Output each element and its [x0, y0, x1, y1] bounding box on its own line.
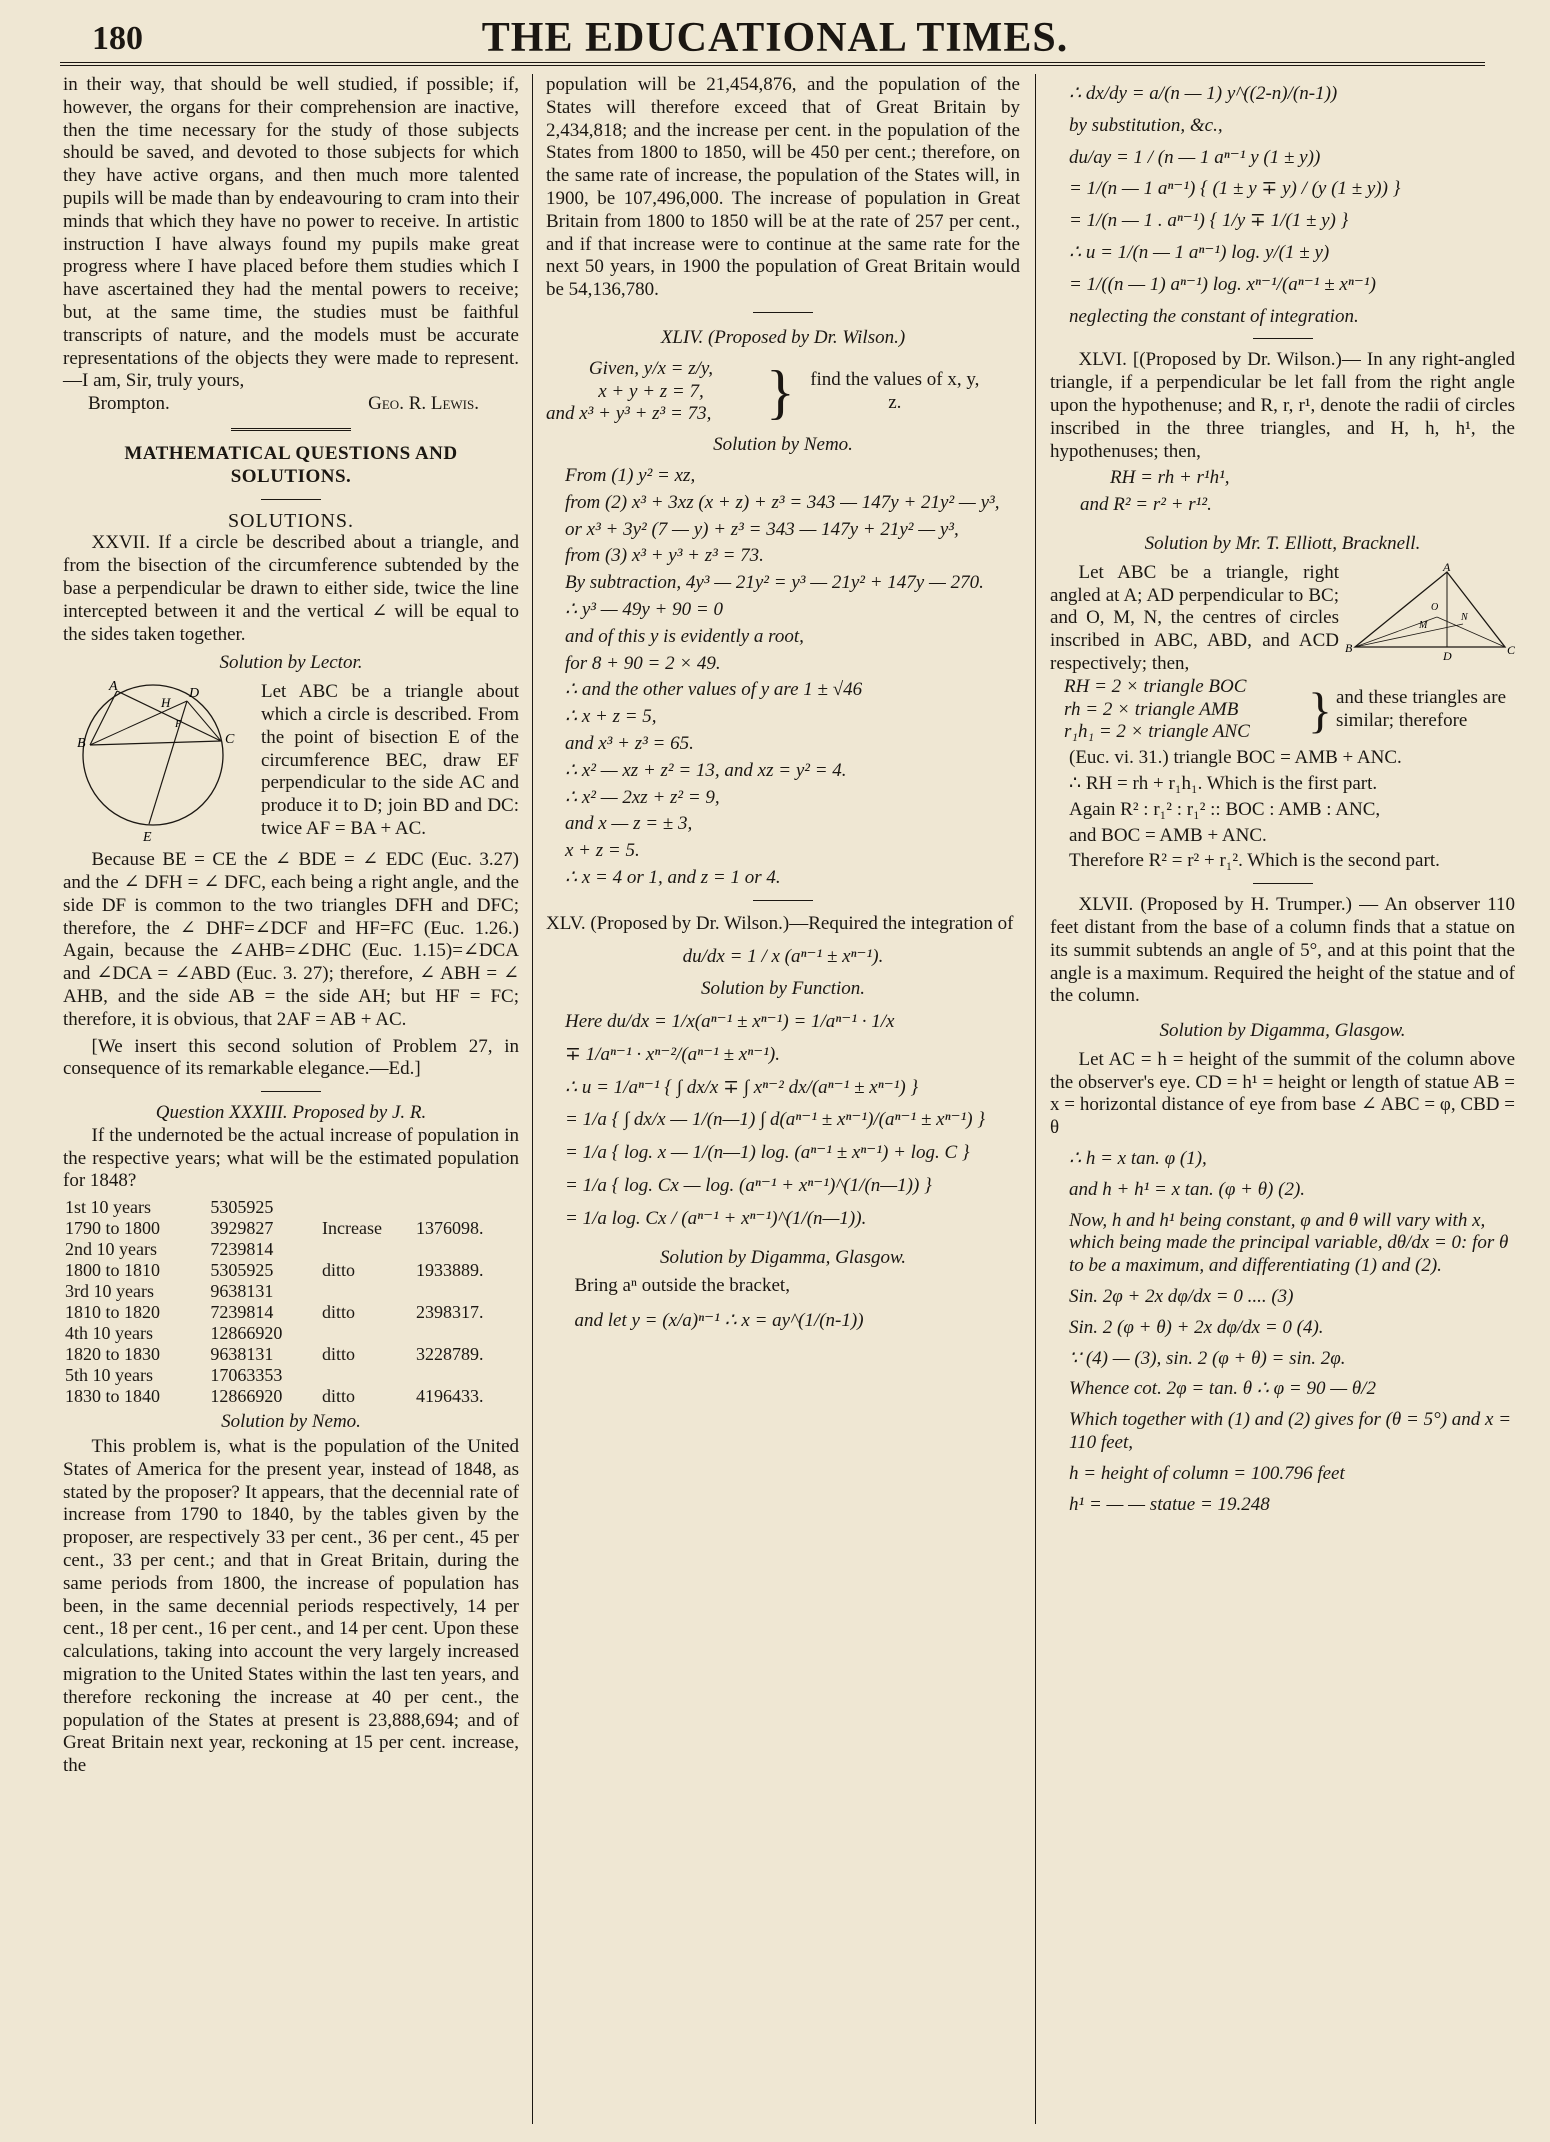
math-line: ∵ (4) — (3), sin. 2 (φ + θ) = sin. 2φ. — [1069, 1347, 1346, 1369]
math-line: ∴ and the other values of y are 1 ± √46 — [565, 679, 863, 701]
table-row — [63, 1365, 519, 1386]
column-right — [1050, 74, 1515, 1524]
letter-signature — [63, 393, 519, 416]
header-rule — [60, 62, 1485, 66]
line-bd — [90, 701, 187, 745]
q27-solution-text: Let ABC be a triangle about which a circle is described. From the point of bisection E of the circumference BEC, draw EF perpendicular to the side AC and produce it to D; join BD and DC: twice AF = BA + AC. — [261, 681, 519, 839]
continued-text: population will be 21,454,876, and the population of the States will therefore exceed that of Great Britain by 2,434,818; and the increase per cent. in the population of the States from 1800 to 1850, will be 450 per cent.; therefore, on the same rate of increase, the population of the States will, in 1900, be 107,496,000. The increase of population in Great Britain from 1800 to 1850 will be at the rate of 257 per cent., and if that increase were to continue at the same rate for the next 50 years, in 1900 the population of Great Britain would be 54,136,780. — [546, 74, 1020, 301]
q46-eq1: RH = rh + r¹h¹, — [1110, 467, 1230, 489]
increase-label: ditto — [322, 1344, 356, 1365]
table-cell — [320, 1365, 414, 1386]
table-cell — [414, 1239, 519, 1260]
label-a: A — [109, 681, 118, 695]
period-years: 1830 to 1840 — [65, 1386, 161, 1407]
math-line: = 1/a { log. x — 1/(n—1) log. (aⁿ⁻¹ ± xⁿ⁻¹) + log. C } — [565, 1142, 970, 1164]
q47-solution-by: Solution by Digamma, Glasgow. — [1159, 1020, 1406, 1042]
math-line: From (1) y² = xz, — [565, 464, 696, 486]
math-line: and x³ + z³ = 65. — [565, 732, 694, 754]
table-row — [63, 1218, 519, 1239]
q47-intro: Let AC = h = height of the summit of the column above the observer's eye. CD = h¹ = height or length of statue AB = x = horizontal distance of eye from base ∠ ABC = φ, CBD = θ — [1050, 1048, 1515, 1139]
table-row — [63, 1323, 519, 1344]
math-line: ∴ u = 1/aⁿ⁻¹ { ∫ dx/x ∓ ∫ xⁿ⁻² dx/(aⁿ⁻¹ ± xⁿ⁻¹) } — [565, 1076, 919, 1098]
q45-solution2-by: Solution by Digamma, Glasgow. — [659, 1246, 907, 1268]
increase-label: ditto — [322, 1386, 356, 1407]
side-bc — [90, 741, 221, 745]
q46-triangle-figure — [1345, 562, 1515, 662]
q45-steps — [546, 1011, 1020, 1231]
math-line: ∴ y³ — 49y + 90 = 0 — [565, 598, 723, 620]
math-line: or x³ + 3y² (7 — y) + z³ = 343 — 147y + 21y² — y³, — [565, 518, 959, 540]
label-a: A — [1443, 561, 1451, 574]
section-rule — [231, 428, 351, 431]
integration-steps — [1050, 83, 1515, 328]
label-c: C — [225, 732, 235, 748]
q45-s2-line1: Bring aⁿ outside the bracket, — [574, 1275, 790, 1297]
period-label: 4th 10 years — [65, 1323, 153, 1344]
label-m: M — [1419, 619, 1428, 631]
period-label: 2nd 10 years — [65, 1239, 157, 1260]
q45-s2-line2: and let y = (x/a)ⁿ⁻¹ ∴ x = ay^(1/(n-1)) — [574, 1310, 864, 1332]
math-line: = 1/a log. Cx / (aⁿ⁻¹ + xⁿ⁻¹)^(1/(n—1)). — [565, 1207, 867, 1229]
page-header — [0, 0, 1550, 70]
q46-rows-note: and these triangles are similar; therefore — [1336, 687, 1506, 731]
q27-figure-block — [63, 681, 519, 849]
question-27: XXVII. If a circle be described about a triangle, and from the bisection of the circumference subtended by the base a perpendicular be drawn to either side, twice the line intercepted between it and the vertical ∠ will be equal to the sides taken together. — [63, 532, 519, 645]
q47-steps — [1050, 1148, 1515, 1516]
question-45-title: XLV. (Proposed by Dr. Wilson.)—Required the integration of — [546, 912, 1014, 934]
q44-steps — [546, 465, 1020, 890]
triangle-abc — [1355, 572, 1505, 647]
period-label: 1st 10 years — [65, 1197, 151, 1218]
math-line: by substitution, &c., — [1069, 114, 1223, 136]
increase-value: 2398317. — [415, 1302, 484, 1323]
q46-rows — [1050, 676, 1304, 744]
population-value: 7239814 — [210, 1302, 274, 1323]
q27-circle-figure — [63, 681, 253, 849]
q44-eq3: and x³ + y³ + z³ = 73, — [546, 403, 712, 425]
table-cell — [414, 1281, 519, 1302]
table-row — [63, 1239, 519, 1260]
population-value: 5305925 — [210, 1260, 274, 1281]
math-line: (Euc. vi. 31.) triangle BOC = AMB + ANC. — [1069, 747, 1402, 769]
math-line: and x — z = ± 3, — [565, 813, 693, 835]
brace-icon: } — [766, 358, 795, 425]
short-rule — [753, 900, 813, 901]
q33-solution-by: Solution by Nemo. — [221, 1411, 361, 1433]
q27-solution-body: Because BE = CE the ∠ BDE = ∠ EDC (Euc. 3.27) and the ∠ DFH = ∠ DFC, each being a right angle, and the side DF is common to the two triangles DFH and DFC; therefore, the ∠ DHF=∠DCF and HF=FC (Euc. 1.26.) Again, because the ∠AHB=∠DHC (Euc. 1.15)=∠DCA and ∠DCA = ∠ABD (Euc. 3. 27); therefore, ∠ ABH = ∠ AHB, and the side AB = the side AH; but HF = FC; therefore, it is obvious, that 2AF = AB + AC. — [63, 849, 519, 1030]
period-years: 1790 to 1800 — [65, 1218, 161, 1239]
q44-given: Given, y/x = z/y, — [588, 357, 714, 379]
population-value: 9638131 — [210, 1344, 274, 1365]
math-line: Sin. 2 (φ + θ) + 2x dφ/dx = 0 (4). — [1069, 1316, 1324, 1338]
column-middle — [546, 74, 1020, 1333]
math-line: = 1/a { log. Cx — log. (aⁿ⁻¹ + xⁿ⁻¹)^(1/(n—1)) } — [565, 1175, 932, 1197]
increase-value: 1933889. — [415, 1260, 484, 1281]
q44-equations — [546, 358, 756, 426]
increase-value: 4196433. — [415, 1386, 484, 1407]
q45-solution-by: Solution by Function. — [700, 978, 866, 1000]
label-b: B — [77, 736, 86, 752]
period-years: 1810 to 1820 — [65, 1302, 161, 1323]
solutions-heading: SOLUTIONS. — [227, 509, 355, 532]
math-line: ∴ RH = rh + r₁h₁. Which is the first part. — [1069, 772, 1378, 794]
brace-icon: } — [1308, 681, 1332, 738]
column-divider — [1035, 74, 1036, 2124]
math-line: h¹ = — — statue = 19.248 — [1069, 1493, 1270, 1515]
math-line: By subtraction, 4y³ — 21y² = y³ — 21y² + 147y — 270. — [565, 572, 984, 594]
q46-intro: Let ABC be a triangle, right angled at A; AD perpendicular to BC; and O, M, N, the centres of circles inscribed in ABC, ABD, and ACD respectively; then, — [1050, 561, 1339, 674]
math-line: from (3) x³ + y³ + z³ = 73. — [565, 545, 764, 567]
population-value: 12866920 — [210, 1386, 283, 1407]
period-label: 3rd 10 years — [65, 1281, 154, 1302]
table-row — [63, 1197, 519, 1218]
increase-value: 1376098. — [415, 1218, 484, 1239]
math-line: Which together with (1) and (2) gives for (θ = 5°) and x = 110 feet, — [1069, 1409, 1512, 1454]
signature-name: Geo. R. Lewis. — [368, 393, 479, 415]
editor-note: [We insert this second solution of Problem 27, in consequence of its remarkable elegance.—Ed.] — [63, 1035, 519, 1080]
increase-label: ditto — [322, 1260, 356, 1281]
period-years: 1820 to 1830 — [65, 1344, 161, 1365]
signature-place: Brompton. — [88, 393, 170, 415]
table-cell — [320, 1197, 414, 1218]
q27-solution-by: Solution by Lector. — [219, 652, 363, 674]
question-33-title: Question XXXIII. Proposed by J. R. — [155, 1102, 427, 1124]
math-line: Whence cot. 2φ = tan. θ ∴ φ = 90 — θ/2 — [1069, 1378, 1376, 1400]
math-line: ∴ u = 1/(n — 1 aⁿ⁻¹) log. y/(1 ± y) — [1069, 241, 1330, 263]
circumscribed-circle — [83, 685, 223, 825]
math-line: = 1/((n — 1) aⁿ⁻¹) log. xⁿ⁻¹/(aⁿ⁻¹ ± xⁿ⁻¹) — [1069, 273, 1376, 295]
population-value: 3929827 — [210, 1218, 274, 1239]
q44-eq2: x + y + z = 7, — [598, 380, 704, 402]
population-value: 5305925 — [210, 1197, 274, 1218]
increase-label: ditto — [322, 1302, 356, 1323]
math-line: Again R² : r₁² : r₁² :: BOC : AMB : ANC, — [1069, 798, 1381, 820]
math-line: and of this y is evidently a root, — [565, 625, 804, 647]
short-rule — [261, 499, 321, 500]
label-e: E — [143, 830, 152, 846]
column-left — [63, 74, 519, 1778]
question-33-text: If the undernoted be the actual increase of population in the respective years; what will be the estimated population for 1848? — [63, 1124, 519, 1192]
math-line: x + z = 5. — [565, 840, 640, 862]
period-label: 5th 10 years — [65, 1365, 153, 1386]
math-line: h = height of column = 100.796 feet — [1069, 1462, 1345, 1484]
table-cell — [414, 1197, 519, 1218]
math-line: and BOC = AMB + ANC. — [1069, 824, 1267, 846]
table-cell — [414, 1365, 519, 1386]
math-line: du/ay = 1 / (n — 1 aⁿ⁻¹ y (1 ± y)) — [1069, 146, 1321, 168]
q44-solution-by: Solution by Nemo. — [713, 434, 853, 456]
table-cell — [320, 1239, 414, 1260]
short-rule — [1253, 338, 1313, 339]
q46-body — [1050, 747, 1515, 873]
table-row — [63, 1260, 519, 1281]
math-line: ∴ x + z = 5, — [565, 706, 657, 728]
q46-solution-by: Solution by Mr. T. Elliott, Bracknell. — [1144, 532, 1421, 554]
table-row — [63, 1344, 519, 1365]
question-46-text: XLVI. [(Proposed by Dr. Wilson.)— In any right-angled triangle, if a perpendicular be let fall from the right angle upon the hypothenuse; and R, r, r¹, denote the radii of circles inscribed in the three triangles, and H, h, h¹, the hypothenuses; then, — [1050, 349, 1515, 462]
table-cell — [320, 1323, 414, 1344]
population-value: 9638131 — [210, 1281, 274, 1302]
math-line: Here du/dx = 1/x(aⁿ⁻¹ ± xⁿ⁻¹) = 1/aⁿ⁻¹ · 1/x — [565, 1011, 895, 1033]
question-47-text: XLVII. (Proposed by H. Trumper.) — An observer 110 feet distant from the base of a column finds that a statue on its summit subtends an angle of 5°, and at this point that the angle is a maximum. Required the height of the statue and of the column. — [1050, 894, 1515, 1007]
label-d: D — [189, 686, 200, 702]
section-heading: MATHEMATICAL QUESTIONS AND SOLUTIONS. — [124, 442, 458, 487]
math-line: and h + h¹ = x tan. (φ + θ) (2). — [1069, 1178, 1306, 1200]
table-cell — [320, 1281, 414, 1302]
label-c: C — [1507, 642, 1515, 657]
label-f: F — [175, 718, 182, 731]
short-rule — [753, 312, 813, 313]
q44-given-block — [546, 358, 1020, 426]
label-n: N — [1461, 611, 1468, 623]
math-line: Therefore R² = r² + r₁². Which is the second part. — [1069, 850, 1440, 872]
math-line: = 1/(n — 1 . aⁿ⁻¹) { 1/y ∓ 1/(1 ± y) } — [1069, 210, 1349, 232]
math-line: = 1/(n — 1 aⁿ⁻¹) { (1 ± y ∓ y) / (y (1 ± y)) } — [1069, 178, 1401, 200]
journal-title: THE EDUCATIONAL TIMES. — [481, 15, 1069, 61]
question-44-title: XLIV. (Proposed by Dr. Wilson.) — [660, 326, 906, 348]
short-rule — [1253, 883, 1313, 884]
math-line: rh = 2 × triangle AMB — [1064, 698, 1239, 720]
q46-figure-block — [1050, 562, 1515, 676]
math-line: ∴ h = x tan. φ (1), — [1069, 1148, 1207, 1170]
table-row — [63, 1386, 519, 1407]
math-line: ∴ x = 4 or 1, and z = 1 or 4. — [565, 866, 781, 888]
table-row — [63, 1302, 519, 1323]
page-number: 180 — [92, 20, 143, 57]
q46-eq2: and R² = r² + r¹². — [1080, 494, 1212, 516]
label-o: O — [1431, 601, 1439, 613]
increase-value: 3228789. — [415, 1344, 484, 1365]
math-line: = 1/a { ∫ dx/x — 1/(n—1) ∫ d(aⁿ⁻¹ ± xⁿ⁻¹)/(aⁿ⁻¹ ± xⁿ⁻¹) } — [565, 1109, 985, 1131]
short-rule — [261, 1091, 321, 1092]
math-line: r₁h₁ = 2 × triangle ANC — [1064, 721, 1250, 743]
math-line: ∴ x² — 2xz + z² = 9, — [565, 786, 720, 808]
q44-find: find the values of x, y, z. — [810, 369, 980, 413]
column-divider — [532, 74, 533, 2124]
q33-solution-body: This problem is, what is the population of the United States of America for the present year, instead of 1848, as stated by the proposer? It appears, that the decennial rate of increase from 1790 to 1840, by the tables given by the proposer, are respectively 33 per cent., 36 per cent., 45 per cent., 33 per cent.; and that in Great Britain, during the same periods from 1800, the increase of population has been, in the same decennial periods respectively, 14 per cent., 18 per cent., 16 per cent., and 14 per cent. Upon these calculations, taking into account the very largely increased migration to the United States within the last ten years, and therefore reckoning the increase at 40 per cent., the population of the States at present is 23,888,694; and of Great Britain next year, reckoning at 15 per cent. increase, the — [63, 1436, 519, 1777]
math-line: from (2) x³ + 3xz (x + z) + z³ = 343 — 147y + 21y² — y³, — [565, 491, 1000, 513]
label-b: B — [1345, 640, 1353, 655]
math-line: Sin. 2φ + 2x dφ/dx = 0 .... (3) — [1069, 1286, 1294, 1308]
table-row — [63, 1281, 519, 1302]
math-line: for 8 + 90 = 2 × 49. — [565, 652, 721, 674]
population-value: 12866920 — [210, 1323, 283, 1344]
q46-rows-block — [1050, 676, 1515, 744]
math-line: ∴ x² — xz + z² = 13, and xz = y² = 4. — [565, 759, 847, 781]
period-years: 1800 to 1810 — [65, 1260, 161, 1281]
population-value: 7239814 — [210, 1239, 274, 1260]
population-value: 17063353 — [210, 1365, 283, 1386]
math-line: neglecting the constant of integration. — [1069, 305, 1359, 327]
q45-equation: du/dx = 1 / x (aⁿ⁻¹ ± xⁿ⁻¹). — [682, 945, 884, 967]
label-h: H — [161, 695, 171, 711]
letter-text: in their way, that should be well studied, if possible; if, however, the organs for their comprehension are inactive, then the time necessary for the study of those subjects should be saved, and devoted to those subjects for which they have active organs, and then much more talented pupils will be made than by endeavouring to cram into their minds that which they have no power to receive. In artistic instruction I have always found my pupils make great progress where I have placed before them studies which I have ascertained they had the mental powers to receive; but, at the same time, the studies must be faithful transcripts of nature, and the models must be accurate representations of the objects they were made to represent.—I am, Sir, truly yours, — [63, 74, 519, 392]
math-line: RH = 2 × triangle BOC — [1064, 675, 1247, 697]
increase-label: Increase — [322, 1218, 382, 1239]
population-table — [63, 1197, 519, 1407]
math-line: ∓ 1/aⁿ⁻¹ · xⁿ⁻²/(aⁿ⁻¹ ± xⁿ⁻¹). — [565, 1043, 781, 1065]
label-d: D — [1443, 648, 1452, 662]
math-line: Now, h and h¹ being constant, φ and θ will vary with x, which being made the principal variable, dθ/dx = 0: for θ to be a maximum, and differentiating (1) and (2). — [1069, 1209, 1509, 1277]
table-cell — [414, 1323, 519, 1344]
math-line: ∴ dx/dy = a/(n — 1) y^((2-n)/(n-1)) — [1069, 83, 1338, 104]
